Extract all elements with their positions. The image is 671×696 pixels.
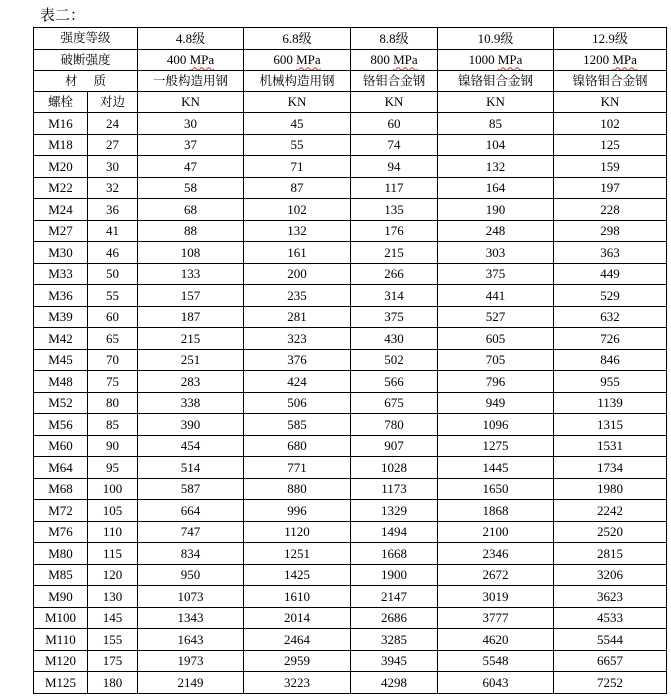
load-10-9-cell: 2346 xyxy=(438,543,554,565)
load-8-8-cell: 1329 xyxy=(351,500,438,522)
load-4-8-cell: 664 xyxy=(138,500,244,522)
table-row xyxy=(34,134,667,156)
table-row xyxy=(34,242,667,264)
load-10-9-cell: 796 xyxy=(438,371,554,393)
load-10-9-cell: 303 xyxy=(438,242,554,264)
load-10-9-cell: 248 xyxy=(438,220,554,242)
load-12-9-cell: 6657 xyxy=(554,650,667,672)
bolt-size-cell: M30 xyxy=(34,242,88,264)
strength-label: 破断强度 xyxy=(34,49,138,71)
load-6-8-cell: 45 xyxy=(244,113,351,135)
load-4-8-cell: 950 xyxy=(138,564,244,586)
load-4-8-cell: 58 xyxy=(138,177,244,199)
table-row xyxy=(34,414,667,436)
across-flats-cell: 27 xyxy=(88,134,138,156)
load-8-8-cell: 314 xyxy=(351,285,438,307)
load-6-8-cell: 161 xyxy=(244,242,351,264)
load-8-8-cell: 94 xyxy=(351,156,438,178)
bolt-size-cell: M39 xyxy=(34,306,88,328)
load-8-8-cell: 117 xyxy=(351,177,438,199)
strength-value: 800 xyxy=(370,52,390,68)
load-10-9-cell: 132 xyxy=(438,156,554,178)
table-row xyxy=(34,328,667,350)
load-10-9-cell: 375 xyxy=(438,263,554,285)
material-cell: 一般构造用钢 xyxy=(138,71,244,92)
across-flats-cell: 115 xyxy=(88,543,138,565)
load-4-8-cell: 454 xyxy=(138,435,244,457)
grade-cell: 4.8级 xyxy=(138,28,244,50)
table-row xyxy=(34,349,667,371)
load-6-8-cell: 585 xyxy=(244,414,351,436)
table-row xyxy=(34,629,667,651)
load-8-8-cell: 675 xyxy=(351,392,438,414)
bolt-label: 螺栓 xyxy=(34,91,88,113)
load-12-9-cell: 298 xyxy=(554,220,667,242)
load-4-8-cell: 338 xyxy=(138,392,244,414)
material-cell: 铬钼合金钢 xyxy=(351,71,438,92)
load-4-8-cell: 2149 xyxy=(138,672,244,694)
load-6-8-cell: 55 xyxy=(244,134,351,156)
across-flats-cell: 60 xyxy=(88,306,138,328)
load-6-8-cell: 880 xyxy=(244,478,351,500)
load-10-9-cell: 705 xyxy=(438,349,554,371)
bolt-size-cell: M52 xyxy=(34,392,88,414)
table-row xyxy=(34,586,667,608)
bolt-size-cell: M56 xyxy=(34,414,88,436)
load-12-9-cell: 3206 xyxy=(554,564,667,586)
load-10-9-cell: 104 xyxy=(438,134,554,156)
load-10-9-cell: 5548 xyxy=(438,650,554,672)
table-row xyxy=(34,500,667,522)
table-row xyxy=(34,199,667,221)
load-4-8-cell: 747 xyxy=(138,521,244,543)
strength-cell xyxy=(244,49,351,71)
across-flats-cell: 70 xyxy=(88,349,138,371)
material-cell: 机械构造用钢 xyxy=(244,71,351,92)
load-12-9-cell: 955 xyxy=(554,371,667,393)
material-label: 材 质 xyxy=(34,71,138,92)
load-12-9-cell: 4533 xyxy=(554,607,667,629)
unit-cell: KN xyxy=(351,91,438,113)
load-4-8-cell: 834 xyxy=(138,543,244,565)
table-row xyxy=(34,306,667,328)
load-8-8-cell: 1028 xyxy=(351,457,438,479)
table-row xyxy=(34,392,667,414)
load-8-8-cell: 1173 xyxy=(351,478,438,500)
load-6-8-cell: 87 xyxy=(244,177,351,199)
load-12-9-cell: 449 xyxy=(554,263,667,285)
strength-value: 1000 xyxy=(468,52,495,68)
load-4-8-cell: 88 xyxy=(138,220,244,242)
load-6-8-cell: 680 xyxy=(244,435,351,457)
table-row xyxy=(34,285,667,307)
load-6-8-cell: 1425 xyxy=(244,564,351,586)
bolt-size-cell: M68 xyxy=(34,478,88,500)
grade-cell: 6.8级 xyxy=(244,28,351,50)
across-flats-cell: 75 xyxy=(88,371,138,393)
load-10-9-cell: 605 xyxy=(438,328,554,350)
load-10-9-cell: 527 xyxy=(438,306,554,328)
table-row xyxy=(34,220,667,242)
bolt-size-cell: M60 xyxy=(34,435,88,457)
load-8-8-cell: 1494 xyxy=(351,521,438,543)
load-6-8-cell: 506 xyxy=(244,392,351,414)
load-10-9-cell: 1868 xyxy=(438,500,554,522)
load-6-8-cell: 376 xyxy=(244,349,351,371)
bolt-size-cell: M100 xyxy=(34,607,88,629)
bolt-size-cell: M110 xyxy=(34,629,88,651)
table-row xyxy=(34,457,667,479)
load-4-8-cell: 390 xyxy=(138,414,244,436)
load-8-8-cell: 780 xyxy=(351,414,438,436)
load-6-8-cell: 323 xyxy=(244,328,351,350)
table-row xyxy=(34,435,667,457)
table-caption: 表二： xyxy=(40,6,86,24)
load-4-8-cell: 157 xyxy=(138,285,244,307)
material-cell: 镍铬钼合金钢 xyxy=(554,71,667,92)
load-6-8-cell: 2014 xyxy=(244,607,351,629)
load-6-8-cell: 281 xyxy=(244,306,351,328)
across-flats-cell: 30 xyxy=(88,156,138,178)
bolt-size-cell: M27 xyxy=(34,220,88,242)
load-12-9-cell: 3623 xyxy=(554,586,667,608)
load-4-8-cell: 1343 xyxy=(138,607,244,629)
strength-cell xyxy=(351,49,438,71)
bolt-size-cell: M125 xyxy=(34,672,88,694)
load-4-8-cell: 283 xyxy=(138,371,244,393)
table-row xyxy=(34,650,667,672)
load-4-8-cell: 1973 xyxy=(138,650,244,672)
table-row xyxy=(34,263,667,285)
load-4-8-cell: 37 xyxy=(138,134,244,156)
load-10-9-cell: 1445 xyxy=(438,457,554,479)
load-12-9-cell: 2520 xyxy=(554,521,667,543)
across-flats-cell: 85 xyxy=(88,414,138,436)
across-flats-cell: 50 xyxy=(88,263,138,285)
load-4-8-cell: 47 xyxy=(138,156,244,178)
load-8-8-cell: 3945 xyxy=(351,650,438,672)
unit-row xyxy=(34,91,667,113)
load-8-8-cell: 566 xyxy=(351,371,438,393)
strength-value: 1200 xyxy=(583,52,610,68)
bolt-size-cell: M33 xyxy=(34,263,88,285)
load-8-8-cell: 1900 xyxy=(351,564,438,586)
load-12-9-cell: 102 xyxy=(554,113,667,135)
load-10-9-cell: 1275 xyxy=(438,435,554,457)
table-row xyxy=(34,543,667,565)
load-12-9-cell: 125 xyxy=(554,134,667,156)
strength-value: 400 xyxy=(166,52,187,68)
load-8-8-cell: 60 xyxy=(351,113,438,135)
strength-unit: MPa xyxy=(393,52,418,68)
load-10-9-cell: 1096 xyxy=(438,414,554,436)
load-12-9-cell: 363 xyxy=(554,242,667,264)
load-6-8-cell: 132 xyxy=(244,220,351,242)
bolt-size-cell: M42 xyxy=(34,328,88,350)
across-flats-cell: 95 xyxy=(88,457,138,479)
load-6-8-cell: 771 xyxy=(244,457,351,479)
strength-unit: MPa xyxy=(497,52,523,68)
across-flats-cell: 32 xyxy=(88,177,138,199)
load-4-8-cell: 587 xyxy=(138,478,244,500)
load-12-9-cell: 1139 xyxy=(554,392,667,414)
table-row xyxy=(34,177,667,199)
load-6-8-cell: 1251 xyxy=(244,543,351,565)
load-6-8-cell: 71 xyxy=(244,156,351,178)
load-6-8-cell: 200 xyxy=(244,263,351,285)
load-10-9-cell: 164 xyxy=(438,177,554,199)
load-4-8-cell: 108 xyxy=(138,242,244,264)
bolt-size-cell: M45 xyxy=(34,349,88,371)
load-12-9-cell: 5544 xyxy=(554,629,667,651)
load-8-8-cell: 135 xyxy=(351,199,438,221)
bolt-size-cell: M16 xyxy=(34,113,88,135)
load-12-9-cell: 529 xyxy=(554,285,667,307)
across-flats-cell: 130 xyxy=(88,586,138,608)
bolt-size-cell: M120 xyxy=(34,650,88,672)
load-6-8-cell: 2464 xyxy=(244,629,351,651)
across-flats-cell: 24 xyxy=(88,113,138,135)
load-12-9-cell: 1734 xyxy=(554,457,667,479)
table-row xyxy=(34,478,667,500)
strength-row xyxy=(34,49,667,71)
material-row xyxy=(34,71,667,92)
load-12-9-cell: 1531 xyxy=(554,435,667,457)
load-12-9-cell: 726 xyxy=(554,328,667,350)
load-10-9-cell: 190 xyxy=(438,199,554,221)
strength-cell xyxy=(438,49,554,71)
across-flats-cell: 155 xyxy=(88,629,138,651)
across-flats-cell: 175 xyxy=(88,650,138,672)
load-8-8-cell: 1668 xyxy=(351,543,438,565)
load-6-8-cell: 235 xyxy=(244,285,351,307)
table-row xyxy=(34,521,667,543)
load-12-9-cell: 197 xyxy=(554,177,667,199)
bolt-size-cell: M76 xyxy=(34,521,88,543)
strength-value: 600 xyxy=(273,52,293,68)
strength-unit: MPa xyxy=(296,52,321,68)
across-flats-cell: 105 xyxy=(88,500,138,522)
material-cell: 镍铬钼合金钢 xyxy=(438,71,554,92)
load-8-8-cell: 502 xyxy=(351,349,438,371)
load-4-8-cell: 133 xyxy=(138,263,244,285)
load-12-9-cell: 2242 xyxy=(554,500,667,522)
across-flats-cell: 145 xyxy=(88,607,138,629)
unit-cell: KN xyxy=(138,91,244,113)
across-flats-cell: 65 xyxy=(88,328,138,350)
load-6-8-cell: 102 xyxy=(244,199,351,221)
unit-cell: KN xyxy=(244,91,351,113)
across-flats-cell: 90 xyxy=(88,435,138,457)
bolt-size-cell: M64 xyxy=(34,457,88,479)
strength-cell xyxy=(138,49,244,71)
bolt-size-cell: M36 xyxy=(34,285,88,307)
load-10-9-cell: 3777 xyxy=(438,607,554,629)
load-6-8-cell: 3223 xyxy=(244,672,351,694)
load-8-8-cell: 2686 xyxy=(351,607,438,629)
load-10-9-cell: 6043 xyxy=(438,672,554,694)
load-8-8-cell: 2147 xyxy=(351,586,438,608)
load-8-8-cell: 4298 xyxy=(351,672,438,694)
bolt-strength-table xyxy=(33,27,667,694)
across-flats-label: 对边 xyxy=(88,91,138,113)
table-row xyxy=(34,156,667,178)
load-4-8-cell: 514 xyxy=(138,457,244,479)
across-flats-cell: 36 xyxy=(88,199,138,221)
load-8-8-cell: 907 xyxy=(351,435,438,457)
across-flats-cell: 46 xyxy=(88,242,138,264)
load-10-9-cell: 2100 xyxy=(438,521,554,543)
table-row xyxy=(34,607,667,629)
strength-cell xyxy=(554,49,667,71)
strength-unit: MPa xyxy=(612,52,637,68)
load-6-8-cell: 2959 xyxy=(244,650,351,672)
load-8-8-cell: 74 xyxy=(351,134,438,156)
table-row xyxy=(34,564,667,586)
load-4-8-cell: 251 xyxy=(138,349,244,371)
load-10-9-cell: 85 xyxy=(438,113,554,135)
across-flats-cell: 120 xyxy=(88,564,138,586)
bolt-size-cell: M85 xyxy=(34,564,88,586)
unit-cell: KN xyxy=(554,91,667,113)
load-10-9-cell: 441 xyxy=(438,285,554,307)
load-4-8-cell: 1643 xyxy=(138,629,244,651)
load-4-8-cell: 68 xyxy=(138,199,244,221)
bolt-size-cell: M72 xyxy=(34,500,88,522)
load-10-9-cell: 949 xyxy=(438,392,554,414)
load-4-8-cell: 187 xyxy=(138,306,244,328)
load-8-8-cell: 215 xyxy=(351,242,438,264)
bolt-size-cell: M20 xyxy=(34,156,88,178)
load-4-8-cell: 215 xyxy=(138,328,244,350)
load-8-8-cell: 3285 xyxy=(351,629,438,651)
bolt-size-cell: M22 xyxy=(34,177,88,199)
table-row xyxy=(34,371,667,393)
load-6-8-cell: 996 xyxy=(244,500,351,522)
load-6-8-cell: 424 xyxy=(244,371,351,393)
load-10-9-cell: 4620 xyxy=(438,629,554,651)
bolt-size-cell: M18 xyxy=(34,134,88,156)
across-flats-cell: 80 xyxy=(88,392,138,414)
load-12-9-cell: 1980 xyxy=(554,478,667,500)
bolt-size-cell: M90 xyxy=(34,586,88,608)
table-row xyxy=(34,113,667,135)
load-12-9-cell: 159 xyxy=(554,156,667,178)
across-flats-cell: 180 xyxy=(88,672,138,694)
load-4-8-cell: 30 xyxy=(138,113,244,135)
load-10-9-cell: 3019 xyxy=(438,586,554,608)
grade-cell: 10.9级 xyxy=(438,28,554,50)
load-10-9-cell: 1650 xyxy=(438,478,554,500)
across-flats-cell: 110 xyxy=(88,521,138,543)
load-6-8-cell: 1120 xyxy=(244,521,351,543)
load-12-9-cell: 2815 xyxy=(554,543,667,565)
load-8-8-cell: 430 xyxy=(351,328,438,350)
load-12-9-cell: 7252 xyxy=(554,672,667,694)
bolt-size-cell: M80 xyxy=(34,543,88,565)
unit-cell: KN xyxy=(438,91,554,113)
load-6-8-cell: 1610 xyxy=(244,586,351,608)
load-12-9-cell: 846 xyxy=(554,349,667,371)
load-12-9-cell: 228 xyxy=(554,199,667,221)
load-12-9-cell: 632 xyxy=(554,306,667,328)
grade-row xyxy=(34,28,667,50)
across-flats-cell: 55 xyxy=(88,285,138,307)
load-8-8-cell: 266 xyxy=(351,263,438,285)
strength-unit: MPa xyxy=(189,52,215,68)
load-4-8-cell: 1073 xyxy=(138,586,244,608)
across-flats-cell: 100 xyxy=(88,478,138,500)
grade-cell: 12.9级 xyxy=(554,28,667,50)
load-8-8-cell: 176 xyxy=(351,220,438,242)
grade-cell: 8.8级 xyxy=(351,28,438,50)
load-10-9-cell: 2672 xyxy=(438,564,554,586)
load-12-9-cell: 1315 xyxy=(554,414,667,436)
grade-label: 强度等级 xyxy=(34,28,138,50)
across-flats-cell: 41 xyxy=(88,220,138,242)
table-row xyxy=(34,672,667,694)
bolt-size-cell: M48 xyxy=(34,371,88,393)
load-8-8-cell: 375 xyxy=(351,306,438,328)
bolt-size-cell: M24 xyxy=(34,199,88,221)
